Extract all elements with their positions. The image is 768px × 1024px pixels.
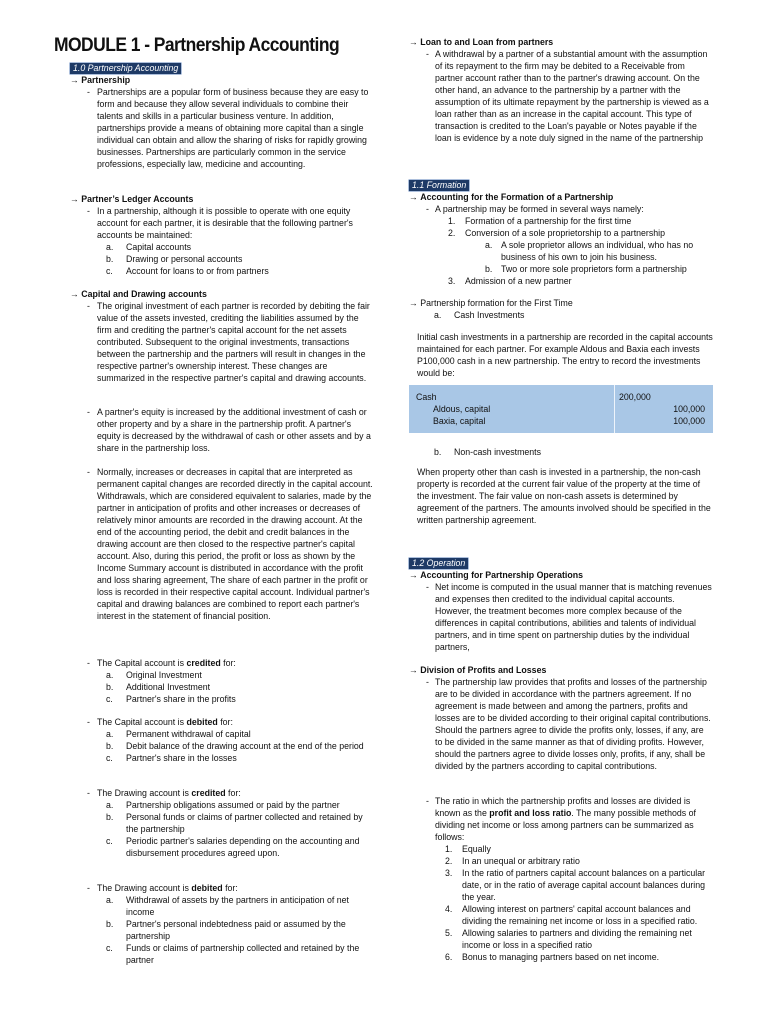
list-item: c. Account for loans to or from partners bbox=[126, 265, 374, 277]
list-item: a. Permanent withdrawal of capital bbox=[126, 728, 374, 740]
list-item: a. Partnership obligations assumed or paid by the partner bbox=[126, 799, 374, 811]
section-tag-operation: 1.2 Operation bbox=[409, 558, 468, 569]
heading-partnership: Partnership bbox=[81, 75, 131, 85]
list-item: c. Partner's share in the losses bbox=[126, 752, 374, 764]
drawing-credited-list bbox=[54, 799, 374, 859]
list-item: 1. Equally bbox=[462, 843, 713, 855]
cash-investment-paragraph: Initial cash investments in a partnership are recorded in the capital accounts maintained for each partner. For example Aldous and Baxia each invests P100,000 cash in a new partnership. The entry to record the investments would be: bbox=[417, 332, 713, 378]
journal-entry-table bbox=[409, 385, 713, 433]
formation-ways-list-continued bbox=[409, 275, 713, 287]
capital-credited-intro: - The Capital account is credited for: bbox=[54, 657, 374, 669]
capital-debited-intro: - The Capital account is debited for: bbox=[54, 716, 374, 728]
section-tag-partnership-accounting: 1.0 Partnership Accounting bbox=[70, 63, 181, 74]
profit-loss-methods-list bbox=[409, 843, 713, 963]
heading-ledger-accounts: Partner’s Ledger Accounts bbox=[81, 194, 194, 204]
drawing-debited-intro: - The Drawing account is debited for: bbox=[54, 882, 374, 894]
formation-paragraph: - A partnership may be formed in several ways namely: bbox=[409, 203, 713, 215]
arrow-icon: → bbox=[70, 75, 82, 85]
capital-drawing-paragraph-1: - The original investment of each partner is recorded by debiting the fair value of the assets invested, crediting the liabilities assumed by the firm and crediting the partner's capital account for the net assets contributed. Subsequent to the original investments, transactions between the partnership and the partners will result in changes in the respective partner's ownership interest. These changes are summarized in the respective partner's capital and drawing accounts. bbox=[54, 300, 374, 384]
page-title: MODULE 1 - Partnership Accounting bbox=[54, 35, 340, 56]
list-item: b. Additional Investment bbox=[126, 681, 374, 693]
arrow-icon: → bbox=[409, 298, 421, 308]
capital-drawing-paragraph-2: - A partner's equity is increased by the additional investment of cash or other property and by a share in the partnership profit. A partner's equity is decreased by the withdrawal of cash or other assets and by a share in the partnership loss. bbox=[54, 406, 374, 454]
loan-paragraph: - A withdrawal by a partner of a substantial amount with the assumption of its repayment to the firm may be debited to a Receivable from partner account rather than to the partner's drawing account. On the other hand, an advance to the partnership by a partner with the assumption of its ultimate repayment by the partnership is viewed as a loan rather than as an increase in the capital account. This type of transaction is credited to the Loan's payable or Notes payable if the loan is evidence by a note duly signed in the name of the partnership bbox=[409, 48, 713, 144]
non-cash-paragraph: When property other than cash is invested in a partnership, the non-cash property is recorded at the current fair value of the property at the time of the investment. The fair value on non-cash assets is determined by agreement of the partners. The amounts involved should be specified in the written partnership agreement. bbox=[417, 467, 711, 525]
table-cell-account: Baxia, capital bbox=[433, 416, 486, 426]
heading-formation: Accounting for the Formation of a Partnership bbox=[420, 192, 614, 202]
list-item: 2. In an unequal or arbitrary ratio bbox=[462, 855, 713, 867]
list-item: 6. Bonus to managing partners based on net income. bbox=[462, 951, 713, 963]
list-item: 5. Allowing salaries to partners and dividing the remaining net income or loss in a specified ratio bbox=[462, 927, 713, 951]
drawing-debited-list bbox=[54, 894, 374, 966]
list-item: b. Debit balance of the drawing account at the end of the period bbox=[126, 740, 374, 752]
arrow-icon: → bbox=[409, 665, 421, 675]
drawing-credited-intro: - The Drawing account is credited for: bbox=[54, 787, 374, 799]
heading-first-time: Partnership formation for the First Time bbox=[420, 298, 573, 308]
formation-ways-list bbox=[409, 215, 713, 239]
conversion-sub-list bbox=[409, 239, 713, 275]
list-item: 3. In the ratio of partners capital account balances on a particular date, or in the ratio of average capital account balances during the year. bbox=[462, 867, 713, 903]
division-paragraph-1: - The partnership law provides that profits and losses of the partnership are to be divided in accordance with the partners agreement. If no agreement is made between and among the partners, profits and losses are to be divided according to their original capital contributions. Should the partners agree to divide the profits only, losses, if any, are to be divided in the same manner as that of dividing profits. However, should the partners agree to divide losses only, profits, if any, shall be divided by the partners according to capital contributions. bbox=[409, 676, 713, 772]
arrow-icon: → bbox=[409, 192, 421, 202]
capital-credited-list bbox=[54, 669, 374, 705]
ledger-account-list bbox=[54, 241, 374, 277]
capital-drawing-paragraph-3: - Normally, increases or decreases in capital that are interpreted as permanent capital changes are recorded directly in the capital account. Withdrawals, which are considered equivalent to salaries, made by the partner in anticipation of profits and other increases or decreases of relatively minor amounts are recorded in the drawing account. At the end of the accounting period, the debit and credit balances in the drawing account are then closed to the respective partner's capital account. Also, during this period, the profit or loss as shown by the Income Summary account is distributed in accordance with the profit and loss sharing agreement, The share of each partner in the profit or loss is recorded in their respective capital account. Individual partner's capital and drawing balances are combined to report each partner's interest in the statement of financial position. bbox=[54, 466, 374, 622]
division-paragraph-2: - The ratio in which the partnership profits and losses are divided is known as the profit and loss ratio. The many possible methods of dividing net income or loss among partners can be summarized as follows: bbox=[409, 795, 713, 843]
list-item: 3. Admission of a new partner bbox=[465, 275, 713, 287]
list-item: 1. Formation of a partnership for the first time bbox=[465, 215, 713, 227]
heading-capital-drawing: Capital and Drawing accounts bbox=[81, 289, 207, 299]
table-cell-credit: 100,000 bbox=[673, 404, 705, 414]
section-tag-formation: 1.1 Formation bbox=[409, 180, 469, 191]
operations-paragraph: - Net income is computed in the usual manner that is matching revenues and expenses then credited to the individual capital accounts. However, the treatment becomes more complex because of the differences in capital contributions, abilities and talents of individual partners, and in time spent on partnership duties by the individual partners, bbox=[409, 581, 713, 653]
heading-division-profits: Division of Profits and Losses bbox=[420, 665, 547, 675]
list-item: a. A sole proprietor allows an individual, who has no business of his own to join his business. bbox=[501, 239, 713, 263]
heading-operations: Accounting for Partnership Operations bbox=[420, 570, 584, 580]
list-item: 2. Conversion of a sole proprietorship to a partnership bbox=[465, 227, 713, 239]
table-cell-account: Cash bbox=[416, 392, 437, 402]
arrow-icon: → bbox=[409, 37, 421, 47]
table-cell-credit: 100,000 bbox=[673, 416, 705, 426]
arrow-icon: → bbox=[70, 194, 82, 204]
list-item: b. Two or more sole proprietors form a partnership bbox=[501, 263, 713, 275]
list-item: b. Personal funds or claims of partner collected and retained by the partnership bbox=[126, 811, 374, 835]
list-item: a. Original Investment bbox=[126, 669, 374, 681]
list-item: a. Cash Investments bbox=[454, 309, 713, 321]
arrow-icon: → bbox=[409, 570, 421, 580]
capital-debited-list bbox=[54, 728, 374, 764]
table-cell-account: Aldous, capital bbox=[433, 404, 491, 414]
list-item: c. Funds or claims of partnership collected and retained by the partner bbox=[126, 942, 374, 966]
list-item: b. Drawing or personal accounts bbox=[126, 253, 374, 265]
list-item: a. Capital accounts bbox=[126, 241, 374, 253]
list-item: c. Partner's share in the profits bbox=[126, 693, 374, 705]
list-item: b. Non-cash investments bbox=[454, 446, 713, 458]
list-item: a. Withdrawal of assets by the partners in anticipation of net income bbox=[126, 894, 374, 918]
ledger-paragraph: - In a partnership, although it is possible to operate with one equity account for each partner, it is desirable that the following partner's accounts be maintained: bbox=[54, 205, 374, 241]
list-item: 4. Allowing interest on partners' capital account balances and dividing the remaining net income or loss in a specified ratio. bbox=[462, 903, 713, 927]
heading-loans: Loan to and Loan from partners bbox=[420, 37, 554, 47]
arrow-icon: → bbox=[70, 289, 82, 299]
partnership-paragraph: - Partnerships are a popular form of business because they are easy to form and because they allow several individuals to combine their talents and skills in a particular business venture. In addition, partnerships provide a means of obtaining more capital than a single individual can obtain and allow the sharing of risks for rapidly growing businesses. Partnerships are particularly common in the service professions, especially law, medicine and accounting. bbox=[54, 86, 374, 170]
list-item: c. Periodic partner's salaries depending on the accounting and disbursement procedures agreed upon. bbox=[126, 835, 374, 859]
list-item: b. Partner's personal indebtedness paid or assumed by the partnership bbox=[126, 918, 374, 942]
table-cell-debit: 200,000 bbox=[619, 392, 651, 402]
table-divider bbox=[614, 385, 615, 433]
